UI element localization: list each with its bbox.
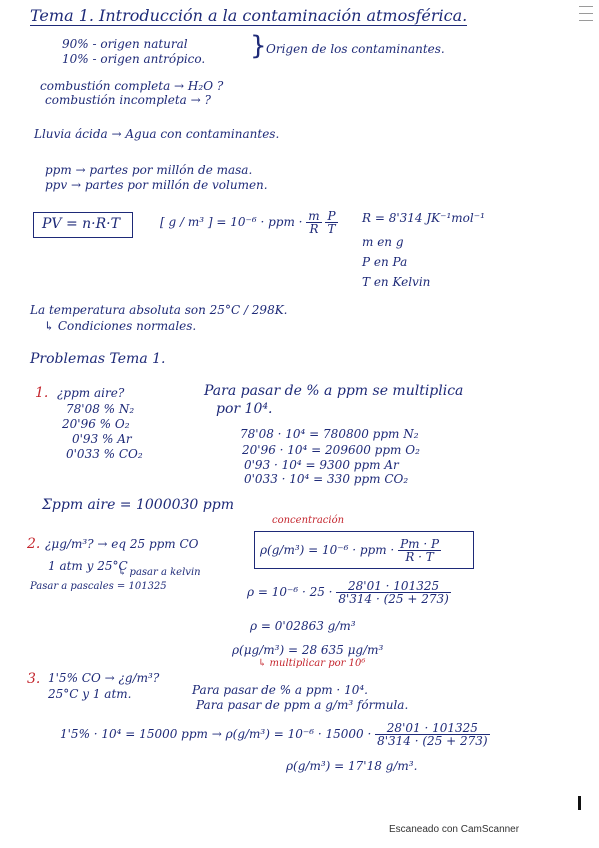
problems-title: Problemas Tema 1. bbox=[30, 351, 166, 367]
problem2-calc1-num: 28'01 · 101325 bbox=[336, 580, 451, 593]
problem3-number: 3. bbox=[27, 671, 41, 687]
density-formula-num: Pm · P bbox=[400, 537, 440, 551]
problem2-conditions-note: ↳ pasar a kelvin bbox=[118, 567, 201, 578]
problem2-calc3-note: ↳ multiplicar por 10⁶ bbox=[258, 658, 366, 669]
problem2-calc1-frac bbox=[336, 580, 451, 605]
problem1-note-line1: Para pasar de % a ppm se multiplica bbox=[204, 383, 464, 399]
problem1-note-line2: por 10⁴. bbox=[216, 401, 273, 417]
problem1-item-o2: 20'96 % O₂ bbox=[62, 417, 130, 431]
problem3-calc1-num: 28'01 · 101325 bbox=[375, 722, 490, 735]
problem3-calc1-frac bbox=[375, 722, 490, 747]
problem3-calc1-den: 8'314 · (25 + 273) bbox=[377, 734, 488, 748]
problem1-result-n2: 78'08 · 10⁴ = 780800 ppm N₂ bbox=[240, 427, 419, 441]
density-formula-left: ρ(g/m³) = 10⁻⁶ · ppm · bbox=[260, 543, 399, 557]
problem1-item-co2: 0'033 % CO₂ bbox=[66, 447, 143, 461]
problem3-calc2: ρ(g/m³) = 17'18 g/m³. bbox=[286, 759, 418, 773]
conversion-frac-p-t bbox=[325, 210, 337, 235]
scanner-watermark: Escaneado con CamScanner bbox=[389, 824, 520, 835]
legend-r: R = 8'314 JK⁻¹mol⁻¹ bbox=[362, 211, 485, 225]
problem2-number: 2. bbox=[27, 536, 41, 552]
problem1-question: ¿ppm aire? bbox=[57, 386, 125, 400]
ppv-definition: ppv → partes por millón de volumen. bbox=[45, 178, 268, 192]
acid-rain-line: Lluvia ácida → Agua con contaminantes. bbox=[34, 127, 280, 141]
legend-p: P en Pa bbox=[362, 255, 408, 269]
concentration-label: concentración bbox=[272, 515, 345, 526]
conversion-frac2-num: P bbox=[327, 209, 336, 223]
problem2-question: ¿μg/m³? → eq 25 ppm CO bbox=[45, 537, 199, 551]
combustion-complete: combustión completa → H₂O ? bbox=[40, 79, 224, 93]
problem2-calc1-left: ρ = 10⁻⁶ · 25 · bbox=[247, 585, 337, 599]
conversion-formula bbox=[160, 210, 338, 235]
density-formula-frac bbox=[398, 538, 441, 563]
ideal-gas-formula: PV = n·R·T bbox=[42, 216, 120, 232]
problem1-number: 1. bbox=[35, 385, 49, 401]
problem3-note-line2: Para pasar de ppm a g/m³ fórmula. bbox=[196, 698, 409, 712]
problem2-conditions: 1 atm y 25°C bbox=[48, 559, 128, 573]
ppm-definition: ppm → partes por millón de masa. bbox=[45, 163, 253, 177]
legend-t: T en Kelvin bbox=[362, 275, 431, 289]
conversion-frac1-num: m bbox=[308, 209, 320, 223]
conversion-formula-left: [ g / m³ ] = 10⁻⁶ · ppm · bbox=[160, 215, 307, 229]
problem1-item-n2: 78'08 % N₂ bbox=[66, 402, 135, 416]
origin-natural: 90% - origen natural bbox=[62, 37, 188, 51]
scan-mark bbox=[578, 796, 581, 810]
conversion-frac1-den: R bbox=[309, 222, 319, 236]
problem2-calc1 bbox=[247, 580, 451, 605]
problem2-pascal-note: Pasar a pascales = 101325 bbox=[30, 581, 167, 592]
problem3-question: 1'5% CO → ¿g/m³? bbox=[48, 671, 160, 685]
page-title: Tema 1. Introducción a la contaminación atmosférica. bbox=[30, 6, 468, 25]
conversion-frac2-den: T bbox=[327, 222, 336, 236]
brace-icon: } bbox=[250, 31, 267, 61]
problem1-sum: Σppm aire = 1000030 ppm bbox=[42, 497, 234, 513]
origin-anthropic: 10% - origen antrópico. bbox=[62, 52, 206, 66]
origin-brace-label: Origen de los contaminantes. bbox=[266, 42, 445, 56]
problem2-calc3: ρ(μg/m³) = 28 635 μg/m³ bbox=[232, 643, 384, 657]
problem2-calc1-den: 8'314 · (25 + 273) bbox=[338, 592, 449, 606]
problem1-item-ar: 0'93 % Ar bbox=[72, 432, 132, 446]
problem3-calc1-left: 1'5% · 10⁴ = 15000 ppm → ρ(g/m³) = 10⁻⁶ · 15000 · bbox=[60, 727, 376, 741]
conversion-frac-m-r bbox=[306, 210, 321, 235]
problem1-result-co2: 0'033 · 10⁴ = 330 ppm CO₂ bbox=[244, 472, 409, 486]
normal-conditions-line: ↳ Condiciones normales. bbox=[44, 319, 197, 333]
temperature-line: La temperatura absoluta son 25°C / 298K. bbox=[30, 303, 288, 317]
problem1-result-ar: 0'93 · 10⁴ = 9300 ppm Ar bbox=[244, 458, 399, 472]
problem2-calc2: ρ = 0'02863 g/m³ bbox=[250, 619, 356, 633]
scan-edge-marks bbox=[579, 6, 593, 27]
problem3-conditions: 25°C y 1 atm. bbox=[48, 687, 132, 701]
problem3-calc1 bbox=[60, 722, 490, 747]
problem3-note-line1: Para pasar de % a ppm · 10⁴. bbox=[192, 683, 368, 697]
density-formula bbox=[260, 538, 441, 563]
legend-m: m en g bbox=[362, 235, 404, 249]
density-formula-den: R · T bbox=[405, 550, 434, 564]
combustion-incomplete: combustión incompleta → ? bbox=[45, 93, 211, 107]
problem1-result-o2: 20'96 · 10⁴ = 209600 ppm O₂ bbox=[242, 443, 420, 457]
